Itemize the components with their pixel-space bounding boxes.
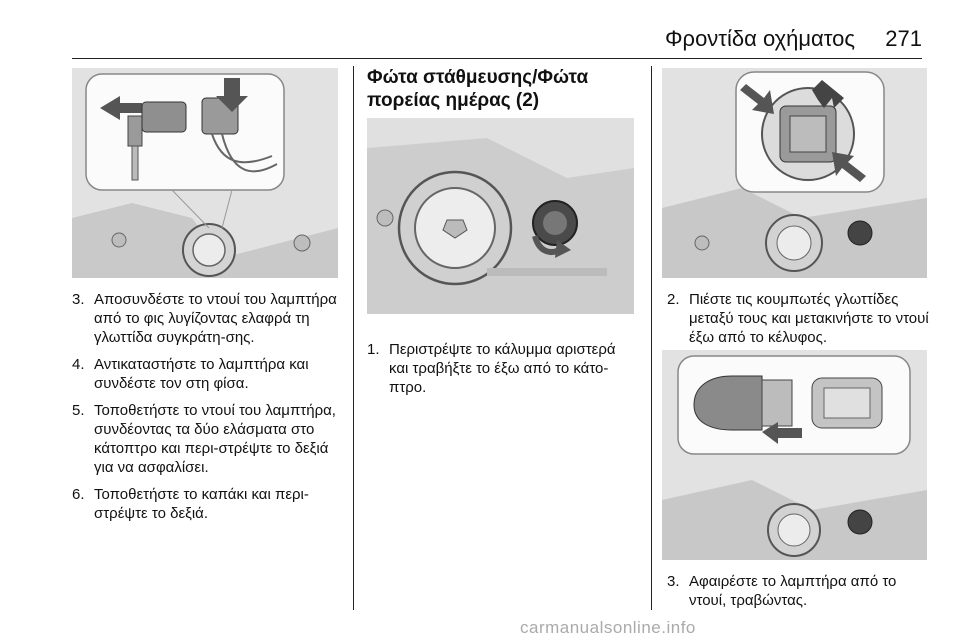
column-3-text-b <box>667 572 935 618</box>
step-number: 4. <box>72 356 85 373</box>
section-title: Φροντίδα οχήματος <box>665 26 855 51</box>
section-heading: Φώτα στάθμευσης/Φώτα πορείας ημέρας (2) <box>367 67 589 111</box>
page-header <box>0 0 960 60</box>
step-text: Τοποθετήστε το ντουί του λαμπτήρα, συνδέοντας τα δύο ελάσματα στο κάτοπτρο και περι-στρέψτε το δεξιά για να ασφαλίσει. <box>94 402 336 476</box>
instruction-list <box>667 572 935 610</box>
page-number: 271 <box>885 26 922 51</box>
list-item <box>667 572 935 610</box>
instruction-list <box>72 290 344 523</box>
step-text: Περιστρέψτε το κάλυμμα αριστερά και τραβήξτε το έξω από το κάτο-πτρο. <box>389 341 616 396</box>
instruction-list <box>367 340 639 397</box>
column-2-heading <box>367 66 637 112</box>
column-1-text <box>72 290 344 531</box>
column-divider <box>651 66 652 610</box>
column-3-text-a <box>667 290 935 355</box>
step-text: Αποσυνδέστε το ντουί του λαμπτήρα από το φις λυγίζοντας ελαφρά τη γλωττίδα συγκράτη-σης. <box>94 291 337 346</box>
list-item <box>367 340 639 397</box>
step-text: Τοποθετήστε το καπάκι και περι-στρέψτε το δεξιά. <box>94 486 309 522</box>
step-text: Πιέστε τις κουμπωτές γλωττίδες μεταξύ τους και μετακινήστε το ντουί έξω από το κέλυφος. <box>689 291 929 346</box>
step-number: 1. <box>367 341 380 358</box>
figure-cover-rotate <box>367 118 634 314</box>
figure-bulb-remove <box>662 350 927 560</box>
column-2-text <box>367 340 639 405</box>
step-number: 3. <box>667 573 680 590</box>
list-item <box>72 290 344 347</box>
list-item <box>72 401 344 477</box>
list-item <box>72 355 344 393</box>
list-item <box>72 485 344 523</box>
list-item <box>667 290 935 347</box>
figure-bulb-disconnect <box>72 68 338 278</box>
column-divider <box>353 66 354 610</box>
figure-tab-release <box>662 68 927 278</box>
step-number: 6. <box>72 486 85 503</box>
instruction-list <box>667 290 935 347</box>
step-text: Αφαιρέστε το λαμπτήρα από το ντουί, τραβώντας. <box>689 573 897 609</box>
step-number: 3. <box>72 291 85 308</box>
step-number: 2. <box>667 291 680 308</box>
watermark: carmanualsonline.info <box>520 618 696 637</box>
header-rule <box>72 58 922 59</box>
step-text: Αντικαταστήστε το λαμπτήρα και συνδέστε τον στη φίσα. <box>94 356 309 392</box>
step-number: 5. <box>72 402 85 419</box>
